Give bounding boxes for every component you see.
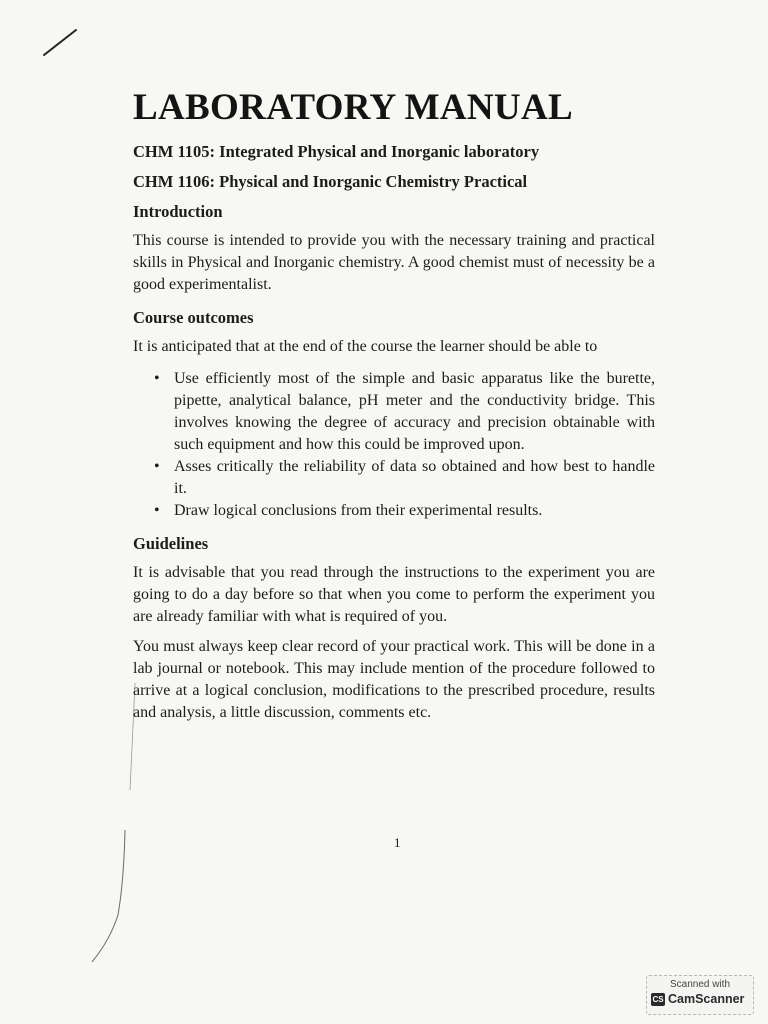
guidelines-heading: Guidelines [133,534,209,553]
page-number: 1 [394,835,401,850]
list-item [154,500,655,522]
bullet-icon: • [154,370,160,387]
introduction-text: This course is intended to provide you with the necessary training and practical skills in Physical and Inorganic chemistry. A good chemist must of necessity be a good experimentalist. [133,232,655,293]
pen-tick-mark [44,30,76,55]
course-chm1105: CHM 1105: Integrated Physical and Inorganic laboratory [133,142,540,161]
list-item [154,368,655,456]
outcome-text: Asses critically the reliability of data so obtained and how best to handle it. [174,458,655,497]
guidelines-paragraph-1: It is advisable that you read through the instructions to the experiment you are going to do a day before so that when you come to perform the experiment you are already familiar with what is required of you. [133,564,655,625]
document-body [133,86,655,724]
camscanner-watermark [646,975,754,1015]
outcomes-list [133,368,655,522]
document-title: LABORATORY MANUAL [133,87,573,128]
course-chm1106: CHM 1106: Physical and Inorganic Chemistry Practical [133,172,528,191]
margin-pen-stroke [92,830,125,962]
list-item [154,456,655,500]
outcomes-intro: It is anticipated that at the end of the course the learner should be able to [133,338,598,355]
bullet-icon: • [154,458,160,475]
guidelines-paragraph-2: You must always keep clear record of your practical work. This will be done in a lab journal or notebook. This may include mention of the procedure followed to arrive at a logical conclusion, modifications to the prescribed procedure, results and analysis, a little discussion, comments etc. [133,638,655,721]
introduction-heading: Introduction [133,202,223,221]
bullet-icon: • [154,502,160,519]
outcomes-heading: Course outcomes [133,308,254,327]
outcome-text: Draw logical conclusions from their experimental results. [174,502,543,519]
camscanner-name: CamScanner [668,992,745,1006]
outcome-text: Use efficiently most of the simple and basic apparatus like the burette, pipette, analytical balance, pH meter and the conductivity bridge. This involves knowing the degree of accuracy and precision obtainable with such equipment and how this could be improved upon. [174,370,655,453]
camscanner-logo-icon: CS [652,995,664,1004]
scanned-with-label: Scanned with [669,979,731,990]
